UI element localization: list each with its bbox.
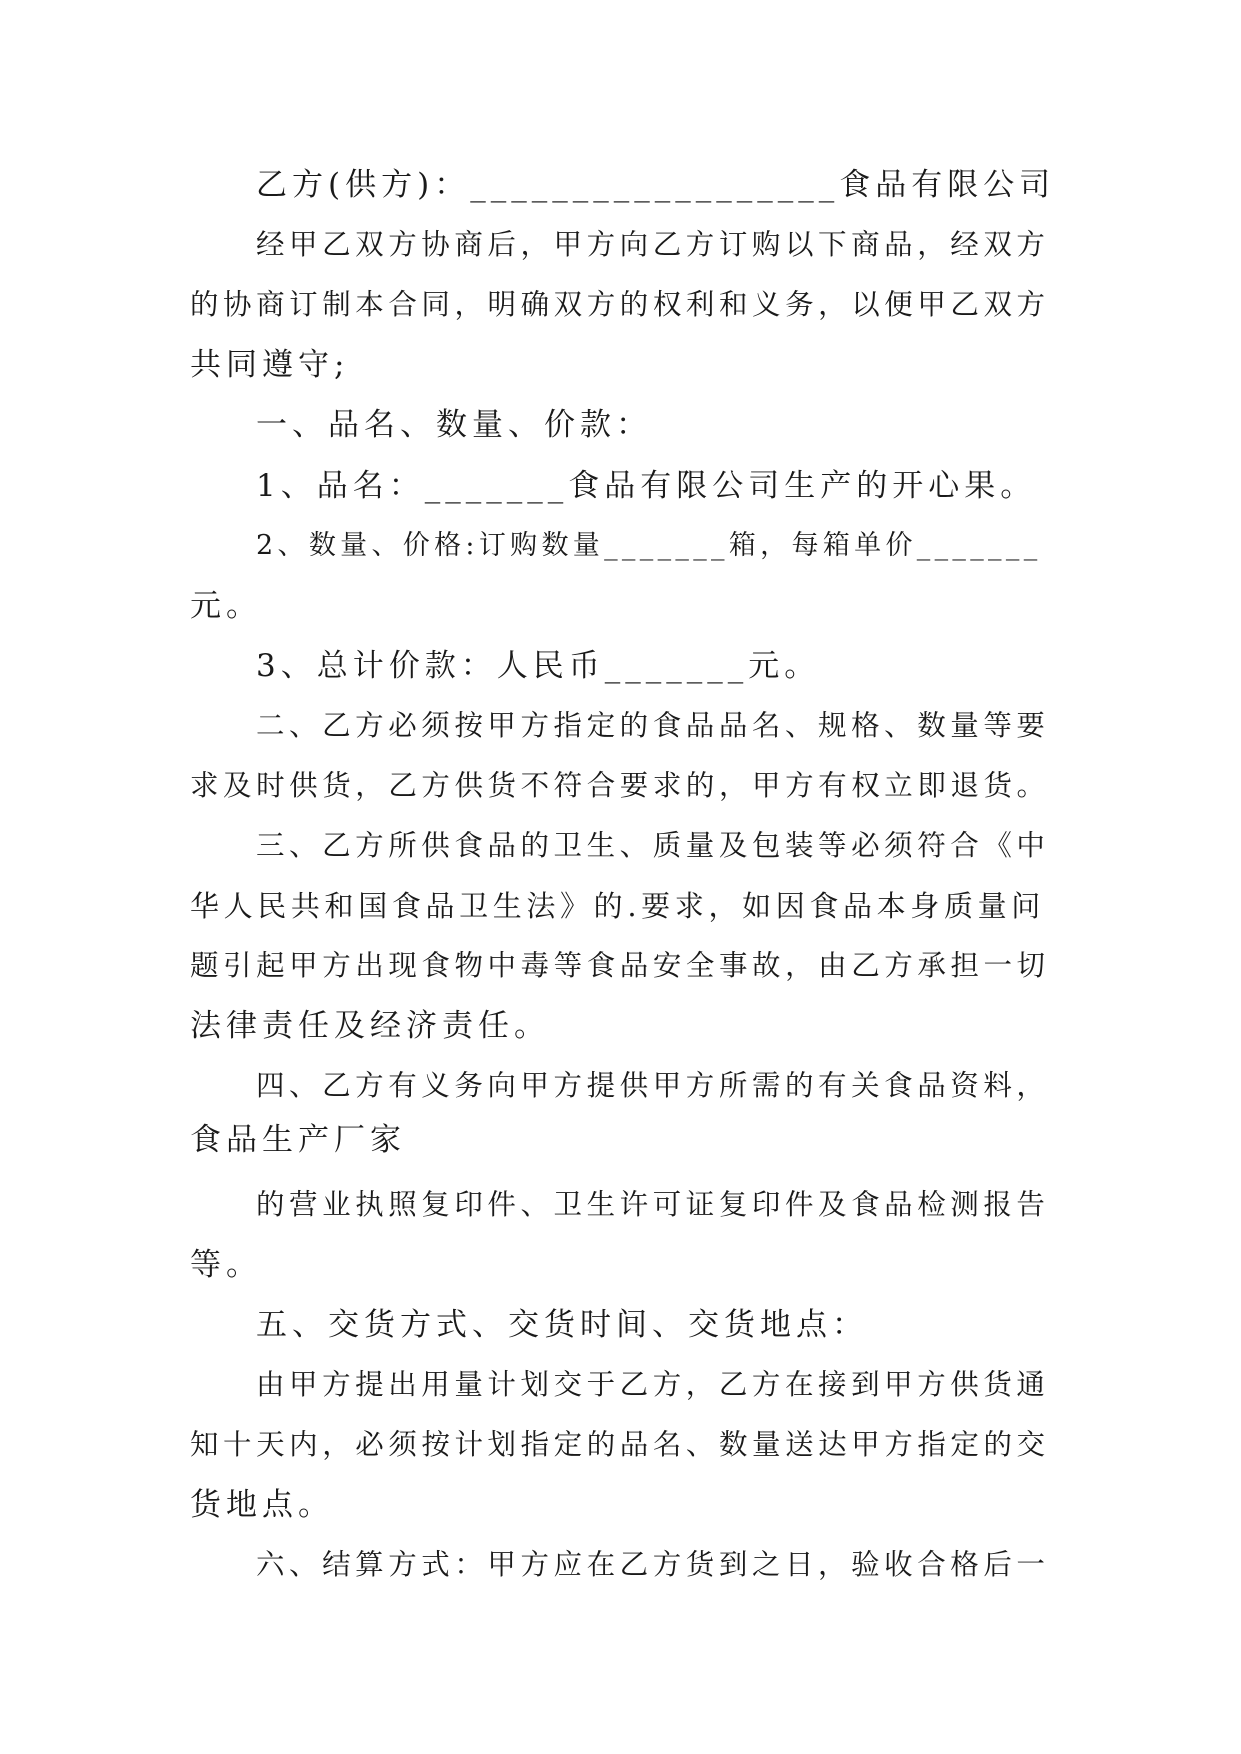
section-4-line-2: 食品生产厂家: [190, 1122, 406, 1158]
section-3-line-1: 三、乙方所供食品的卫生、质量及包装等必须符合《中: [256, 829, 1050, 862]
section-1-heading: 一、品名、数量、价款：: [256, 407, 652, 443]
item-3-total-price: 3、总计价款：人民币_______元。: [256, 648, 821, 684]
section-5-heading: 五、交货方式、交货时间、交货地点：: [256, 1307, 868, 1343]
preamble-line-1: 经甲乙双方协商后，甲方向乙方订购以下商品，经双方: [256, 228, 1050, 261]
section-3-line-4: 法律责任及经济责任。: [190, 1008, 550, 1044]
item-2-quantity-price: 2、数量、价格:订购数量_______箱，每箱单价_______: [256, 530, 1042, 561]
preamble-line-2: 的协商订制本合同，明确双方的权利和义务，以便甲乙双方: [190, 288, 1050, 321]
section-2-line-2: 求及时供货，乙方供货不符合要求的，甲方有权立即退货。: [190, 769, 1050, 802]
section-4-line-1: 四、乙方有义务向甲方提供甲方所需的有关食品资料，: [256, 1069, 1050, 1102]
section-5-line-3: 货地点。: [190, 1487, 334, 1523]
section-5-line-2: 知十天内，必须按计划指定的品名、数量送达甲方指定的交: [190, 1428, 1050, 1461]
section-2-line-1: 二、乙方必须按甲方指定的食品品名、规格、数量等要: [256, 709, 1050, 742]
item-1-product-name: 1、品名：_______食品有限公司生产的开心果。: [256, 468, 1037, 504]
section-6-line-1: 六、结算方式：甲方应在乙方货到之日，验收合格后一: [256, 1548, 1050, 1581]
section-3-line-3: 题引起甲方出现食物中毒等食品安全事故，由乙方承担一切: [190, 949, 1050, 982]
section-5-line-1: 由甲方提出用量计划交于乙方，乙方在接到甲方供货通: [256, 1368, 1050, 1401]
party-b-supplier-line: 乙方(供方)：__________________食品有限公司: [256, 167, 1056, 203]
section-3-line-2: 华人民共和国食品卫生法》的.要求，如因食品本身质量问: [190, 889, 1045, 923]
preamble-line-3: 共同遵守;: [190, 347, 350, 383]
section-4-line-3: 的营业执照复印件、卫生许可证复印件及食品检测报告: [256, 1188, 1050, 1221]
item-2-continuation: 元。: [190, 588, 262, 624]
section-4-line-4: 等。: [190, 1247, 262, 1283]
